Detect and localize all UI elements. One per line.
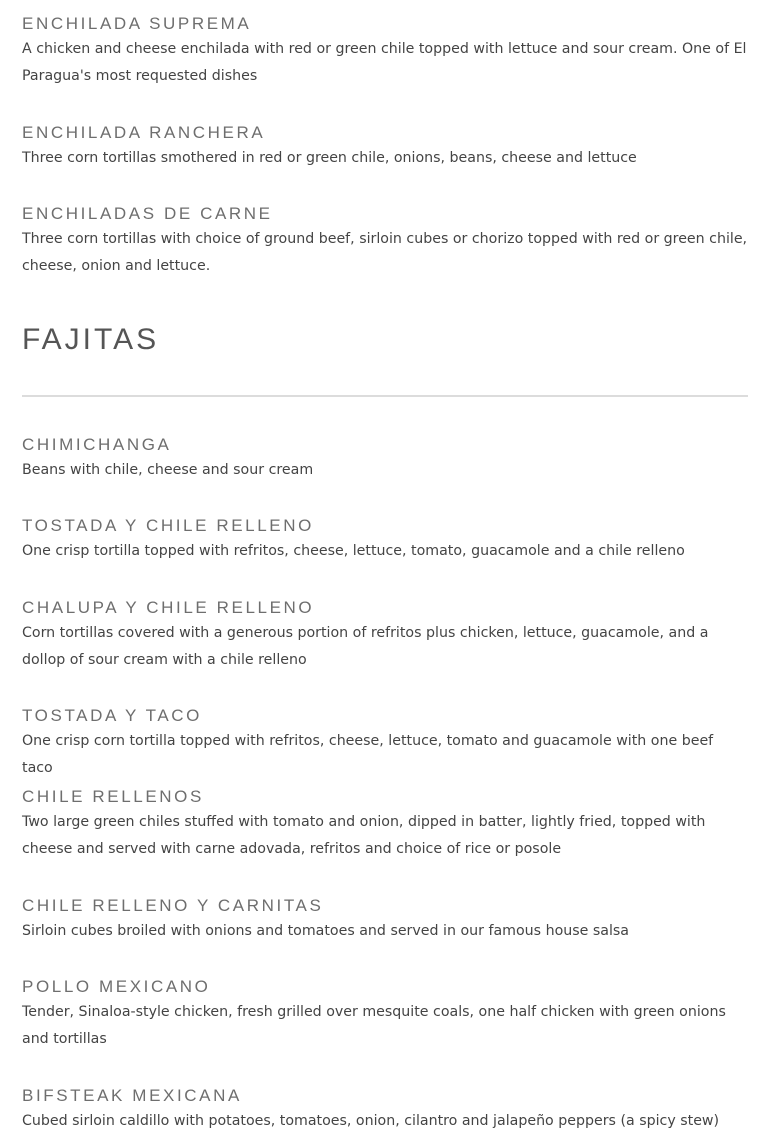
- menu-item-title: ENCHILADA RANCHERA: [22, 123, 266, 142]
- menu-item-title: CHALUPA Y CHILE RELLENO: [22, 598, 315, 617]
- menu-item-description: Three corn tortillas smothered in red or green chile, onions, beans, cheese and lettuce: [22, 150, 637, 166]
- menu-item-title: TOSTADA Y TACO: [22, 706, 203, 725]
- menu-item-description: Beans with chile, cheese and sour cream: [22, 462, 314, 478]
- menu-item: [22, 203, 748, 280]
- menu-item-title: CHILE RELLENOS: [22, 787, 204, 806]
- menu-item-description: A chicken and cheese enchilada with red or green chile topped with lettuce and sour cream. One of El Paragua's most requested dishes: [22, 41, 747, 84]
- menu-item-title: TOSTADA Y CHILE RELLENO: [22, 516, 314, 535]
- menu-item: [22, 895, 748, 945]
- menu-item-description: One crisp tortilla topped with refritos, cheese, lettuce, tomato, guacamole and a chile relleno: [22, 543, 685, 559]
- menu-item-title: CHIMICHANGA: [22, 435, 172, 454]
- menu-item-title: POLLO MEXICANO: [22, 977, 211, 996]
- menu-item-title: CHILE RELLENO Y CARNITAS: [22, 896, 324, 915]
- menu-item: [22, 786, 748, 863]
- section-divider: [22, 395, 748, 397]
- menu-item-title: BIFSTEAK MEXICANA: [22, 1086, 242, 1105]
- menu-item-description: Corn tortillas covered with a generous portion of refritos plus chicken, lettuce, guacamole, and a dollop of sour cream with a chile relleno: [22, 625, 709, 668]
- menu-item-description: Tender, Sinaloa-style chicken, fresh grilled over mesquite coals, one half chicken with green onions and tortillas: [22, 1004, 726, 1047]
- menu-item: [22, 597, 748, 674]
- menu-item: [22, 515, 748, 565]
- menu-item: [22, 434, 748, 484]
- menu-item: [22, 705, 748, 782]
- menu-item: [22, 976, 748, 1053]
- menu-item-title: ENCHILADAS DE CARNE: [22, 204, 273, 223]
- menu-item-description: Three corn tortillas with choice of ground beef, sirloin cubes or chorizo topped with red or green chile, cheese, onion and lettuce.: [22, 231, 748, 274]
- menu-item-description: Two large green chiles stuffed with tomato and onion, dipped in batter, lightly fried, topped with cheese and served with carne adovada, refritos and choice of rice or posole: [22, 814, 706, 857]
- section-title: FAJITAS: [22, 323, 160, 356]
- menu-item-description: Sirloin cubes broiled with onions and tomatoes and served in our famous house salsa: [22, 923, 629, 939]
- menu-item-description: One crisp corn tortilla topped with refritos, cheese, lettuce, tomato and guacamole with one beef taco: [22, 733, 714, 776]
- menu-item: [22, 1085, 748, 1135]
- menu-item: [22, 13, 748, 90]
- menu-item: [22, 122, 748, 172]
- menu-item-title: ENCHILADA SUPREMA: [22, 14, 252, 33]
- menu-item-description: Cubed sirloin caldillo with potatoes, tomatoes, onion, cilantro and jalapeño peppers (a spicy stew): [22, 1113, 720, 1129]
